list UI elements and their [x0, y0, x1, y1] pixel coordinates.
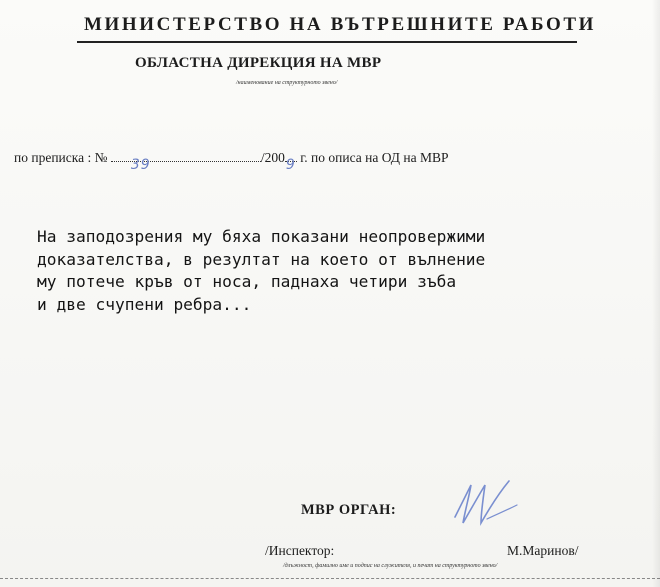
organ-label: МВР ОРГАН:	[301, 502, 397, 518]
footer-divider	[0, 578, 660, 579]
ministry-underline	[77, 41, 577, 43]
reference-number-field	[111, 157, 261, 173]
page-edge-shadow	[652, 0, 660, 587]
reference-year-prefix: /200	[260, 150, 285, 165]
reference-line	[14, 150, 449, 173]
signature-caption: /длъжност, фамилно име и подпис на служителя, и печат на структурното звено/	[283, 563, 498, 569]
reference-prefix: по преписка : №	[14, 150, 108, 165]
reference-suffix: г. по описа на ОД на МВР	[300, 150, 449, 165]
reference-number-handwritten: 39	[130, 157, 151, 173]
inspector-label: /Инспектор:	[265, 543, 335, 558]
reference-year-field	[285, 157, 297, 173]
directorate-title: ОБЛАСТНА ДИРЕКЦИЯ НА МВР	[135, 55, 382, 71]
handwritten-signature	[447, 475, 527, 535]
body-text: На заподозрения му бяха показани неопровержими доказателства, в резултат на което от вълнение му потече кръв от носа, паднаха четири зъба и две счупени ребра...	[37, 227, 486, 314]
ministry-title: МИНИСТЕРСТВО НА ВЪТРЕШНИТЕ РАБОТИ	[83, 14, 597, 35]
inspector-name: М.Маринов/	[507, 543, 579, 558]
structure-note: /наименование на структурното звено/	[236, 80, 338, 86]
reference-year-handwritten: 9	[285, 157, 296, 173]
